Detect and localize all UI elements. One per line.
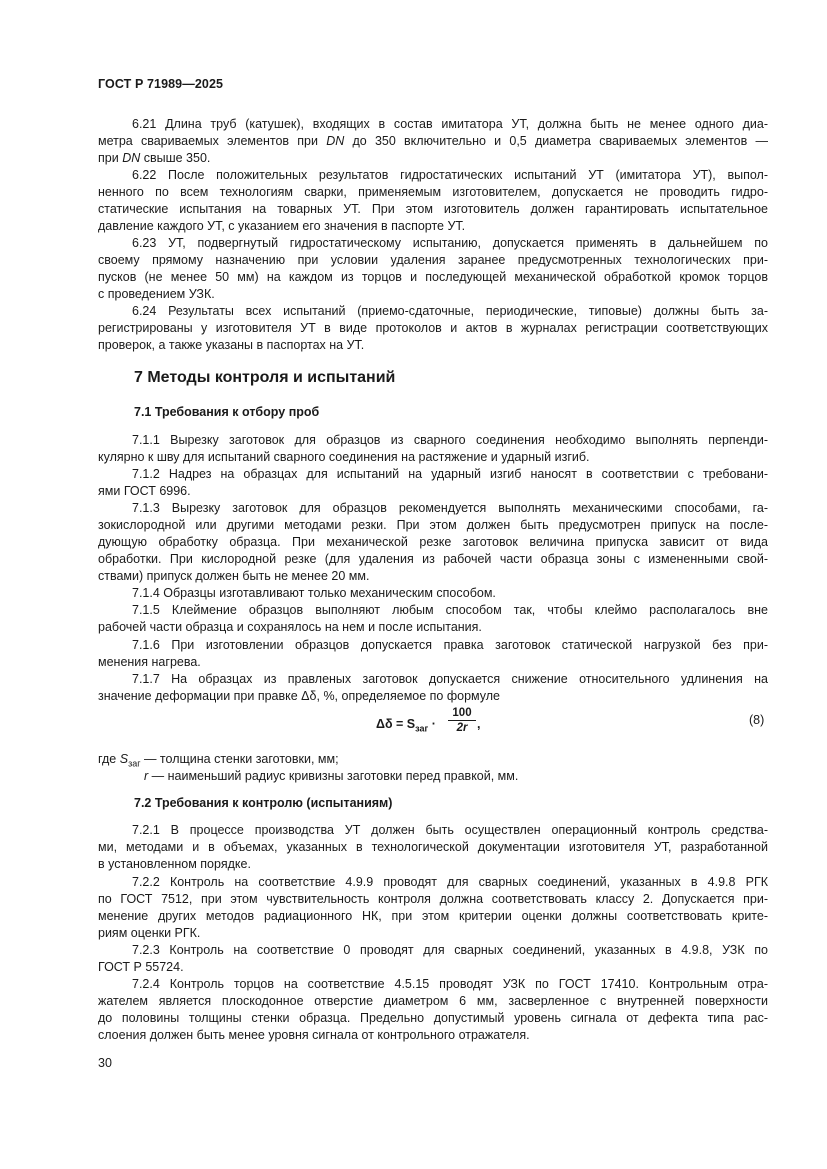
para-7-1-6-line: менения нагрева. [98,655,201,669]
para-7-1-6-line: 7.1.6 При изготовлении образцов допускается правка заготовок статической нагрузкой без при- [132,638,768,652]
para-6-24-line: 6.24 Результаты всех испытаний (приемо-сдаточные, периодические, типовые) должны быть за- [132,304,768,318]
para-6-21-line: при DN свыше 350. [98,151,211,165]
para-7-1-7-line: 7.1.7 На образцах из правленых заготовок допускается снижение относительного удлинения на [132,672,768,686]
para-7-1-2-line: 7.1.2 Надрез на образцах для испытаний на ударный изгиб наносят в соответствии с требовани- [132,467,768,481]
para-7-1-5-line: 7.1.5 Клеймение образцов выполняют любым способом так, чтобы клеймо располагалось вне [132,603,768,617]
formula-lhs: $\Delta\delta = S_{заг}$ · [376,717,436,734]
para-7-1-2-line: ями ГОСТ 6996. [98,484,191,498]
para-7-2-3-line: ГОСТ Р 55724. [98,960,184,974]
formula-denominator: 2r [456,722,468,734]
para-7-1-4-line: 7.1.4 Образцы изготавливают только механическим способом. [132,586,496,600]
para-7-1-3-line: зокислородной или другими методами резки. При этом должен быть предусмотрен припуск на после- [98,518,768,532]
para-7-2-1-line: в установленном порядке. [98,857,251,871]
para-7-1-3-line: ствами) припуск должен быть не менее 20 мм. [98,569,370,583]
para-7-1-5-line: рабочей части образца и сохранялось на нем и после испытания. [98,620,482,634]
para-7-2-2-line: риям оценки РГК. [98,926,201,940]
subsection-7-1-heading: 7.1 Требования к отбору проб [134,405,320,419]
formula-numerator: 100 [448,706,476,721]
para-7-2-4-line: 7.2.4 Контроль торцов на соответствие 4.5.15 проводят УЗК по ГОСТ 17410. Контрольным отра- [132,977,768,991]
para-6-24-line: регистрированы у изготовителя УТ в виде протоколов и актов в журналах регистрации соответствующих [98,321,768,335]
para-7-2-1-line: ми, методами и в объемах, указанных в технологической документации изготовителя УТ, разработанной [98,840,768,854]
para-7-2-2-line: менение других методов радиационного НК, при этом критерии оценки должны соответствовать крите- [98,909,768,923]
para-7-2-4-line: до половины толщины стенки образца. Предельно допустимый уровень сигнала от дефекта типа рас- [98,1011,768,1025]
para-7-2-2-line: 7.2.2 Контроль на соответствие 4.9.9 проводят для сварных соединений, указанных в 4.9.8 РГК [132,875,768,889]
formula-fraction [448,706,476,735]
formula-legend-line: r — наименьший радиус кривизны заготовки перед правкой, мм. [144,769,519,783]
para-6-22-line: 6.22 После положительных результатов гидростатических испытаний УТ (имитатора УТ), выпол- [132,168,768,182]
para-6-24-line: проверок, а также указаны в паспортах на УТ. [98,338,365,352]
para-7-2-4-line: жателем является плоскодонное отверстие диаметром 6 мм, засверленное с внутренней поверхности [98,994,768,1008]
para-7-1-3-line: дующую обработку образца. При механической резке заготовок величина припуска зависит от вида [98,535,768,549]
document-header: ГОСТ Р 71989—2025 [98,77,224,91]
para-7-1-1-line: кулярно к шву для испытаний сварного соединения на растяжение и ударный изгиб. [98,450,590,464]
para-6-23-line: с проведением УЗК. [98,287,215,301]
formula-legend-line: где $S_{заг}$ — толщина стенки заготовки, мм; [98,752,339,769]
para-7-2-1-line: 7.2.1 В процессе производства УТ должен быть осуществлен операционный контроль средства- [132,823,768,837]
para-7-1-7-line: значение деформации при правке Δδ, %, определяемое по формуле [98,689,501,703]
para-7-1-3-line: 7.1.3 Вырезку заготовок для образцов рекомендуется выполнять механическими способами, га- [132,501,768,515]
para-7-2-2-line: по ГОСТ 7512, при этом чувствительность контроля должна соответствовать классу 2. Допускается при- [98,892,768,906]
para-7-1-3-line: обработки. При кислородной резке (для удаления из рабочей части образца зоны с измененными свой- [98,552,768,566]
para-6-22-line: статические испытания на товарных УТ. При этом изготовитель должен гарантировать испытательное [98,202,768,216]
section-7-heading: 7 Методы контроля и испытаний [134,369,396,386]
para-6-21-line: метра свариваемых элементов при DN до 350 включительно и 0,5 диаметра свариваемых элементов — [98,134,768,148]
formula-number: (8) [749,713,765,727]
para-6-21-line: 6.21 Длина труб (катушек), входящих в состав имитатора УТ, должна быть не менее одного диа- [132,117,768,131]
para-6-23-line: 6.23 УТ, подвергнутый гидростатическому испытанию, допускается применять в дальнейшем по [132,236,768,250]
para-7-2-4-line: слоения должен быть менее уровня сигнала от контрольного отражателя. [98,1028,530,1042]
para-6-22-line: давление каждого УТ, с указанием его значения в паспорте УТ. [98,219,466,233]
para-7-2-3-line: 7.2.3 Контроль на соответствие 0 проводят для сварных соединений, указанных в 4.9.8, УЗК по [132,943,768,957]
para-7-1-1-line: 7.1.1 Вырезку заготовок для образцов из сварного соединения необходимо выполнять перпенди- [132,433,768,447]
page-number: 30 [98,1056,112,1070]
para-6-23-line: пусков (не менее 50 мм) на каждом из торцов и последующей механической обработкой кромок торцов [98,270,768,284]
subsection-7-2-heading: 7.2 Требования к контролю (испытаниям) [134,796,393,810]
para-6-23-line: своему прямому назначению при условии удаления заранее предусмотренных технологических при- [98,253,768,267]
para-6-22-line: ненного по всем технологиям сварки, применяемым изготовителем, допускается не проводить гидро- [98,185,768,199]
